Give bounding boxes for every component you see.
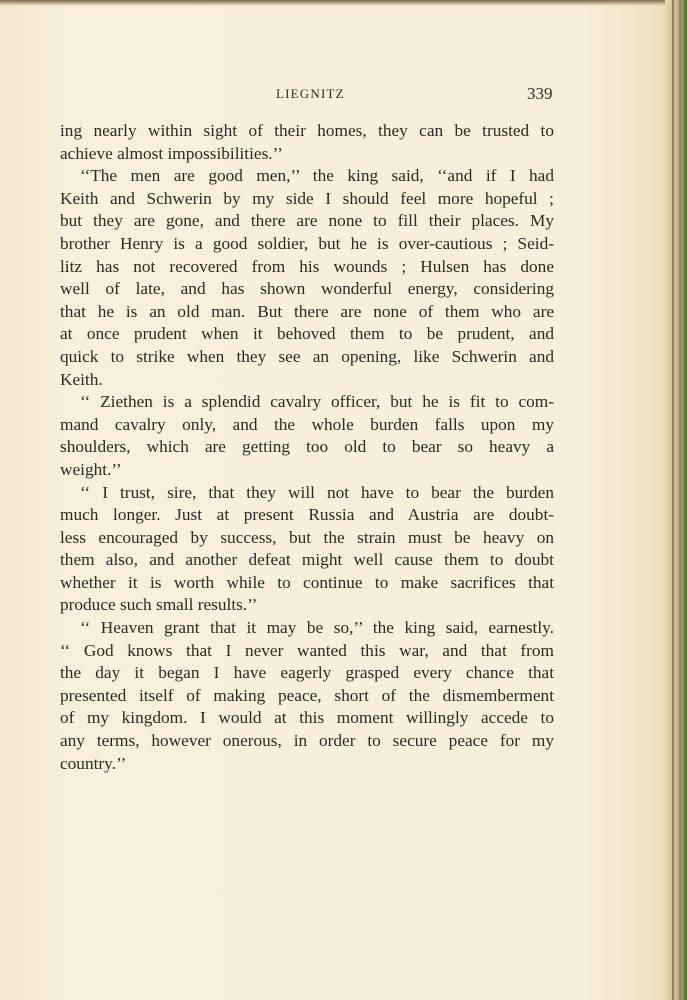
text-line: that he is an old man. But there are none of them who are	[60, 301, 554, 321]
text-line: produce such small results.’’	[60, 595, 258, 615]
text-line: any terms, however onerous, in order to secure peace for my	[60, 731, 554, 751]
text-line: Keith and Schwerin by my side I should feel more hopeful ;	[60, 188, 554, 208]
text-line: mand cavalry only, and the whole burden falls upon my	[60, 414, 554, 434]
text-line: ‘‘ God knows that I never wanted this war, and that from	[60, 640, 554, 660]
page-edge-binding	[665, 0, 687, 1000]
text-line: weight.’’	[60, 459, 122, 479]
text-line: at once prudent when it behoved them to be prudent, and	[60, 324, 554, 344]
text-line: Keith.	[60, 369, 103, 389]
text-line: but they are gone, and there are none to fill their places. My	[60, 211, 554, 231]
text-line: achieve almost impossibilities.’’	[60, 143, 283, 163]
text-line: ‘‘ Ziethen is a splendid cavalry officer, but he is fit to com-	[80, 392, 554, 412]
text-line: well of late, and has shown wonderful energy, considering	[60, 279, 554, 299]
page-number: 339	[527, 84, 553, 103]
text-line: ing nearly within sight of their homes, they can be trusted to	[60, 121, 554, 140]
text-line: ‘‘The men are good men,’’ the king said, ‘‘and if I had	[80, 166, 554, 186]
running-head: LIEGNITZ	[276, 86, 345, 101]
page-top-edge	[0, 0, 687, 6]
text-line: ‘‘ Heaven grant that it may be so,’’ the king said, earnestly.	[80, 618, 554, 638]
text-line: less encouraged by success, but the strain must be heavy on	[60, 527, 554, 547]
text-line: ‘‘ I trust, sire, that they will not have to bear the burden	[80, 482, 554, 502]
text-line: country.’’	[60, 753, 127, 773]
text-line: brother Henry is a good soldier, but he is over-cautious ; Seid-	[60, 233, 554, 253]
text-line: litz has not recovered from his wounds ; Hulsen has done	[60, 256, 554, 276]
page-edge-line	[672, 0, 674, 1000]
text-line: whether it is worth while to continue to make sacrifices that	[60, 572, 554, 592]
text-line: much longer. Just at present Russia and Austria are doubt-	[60, 505, 554, 525]
text-line: shoulders, which are getting too old to bear so heavy a	[60, 437, 554, 457]
body-text	[60, 120, 554, 775]
text-line: the day it began I have eagerly grasped every chance that	[60, 663, 554, 683]
text-line: them also, and another defeat might well cause them to doubt	[60, 550, 554, 570]
text-line: presented itself of making peace, short of the dismemberment	[60, 685, 554, 705]
page-edge-line	[679, 0, 681, 1000]
text-line: quick to strike when they see an opening, like Schwerin and	[60, 346, 554, 366]
text-line: of my kingdom. I would at this moment willingly accede to	[60, 708, 554, 728]
